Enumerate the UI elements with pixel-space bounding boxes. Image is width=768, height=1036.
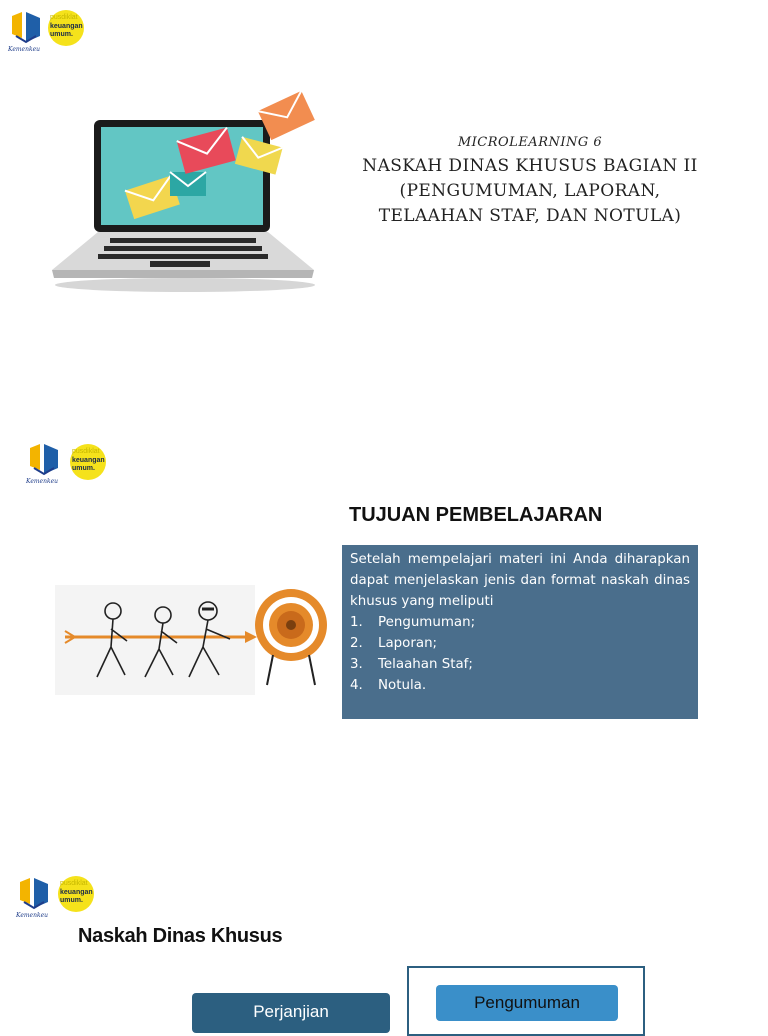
badge-line-1: pusdiklat xyxy=(60,880,88,887)
objectives-box xyxy=(342,545,698,719)
list-item: 1. Pengumuman; xyxy=(350,615,476,630)
badge-line-1: pusdiklat xyxy=(72,448,100,455)
title-line-3: TELAAHAN STAF, DAN NOTULA) xyxy=(378,206,682,226)
badge-line-3: umum. xyxy=(72,465,95,472)
title-line-1: NASKAH DINAS KHUSUS BAGIAN II xyxy=(362,156,698,176)
logo-group xyxy=(8,10,98,55)
badge-line-2: keuangan xyxy=(50,23,83,30)
badge-line-2: keuangan xyxy=(72,457,105,464)
badge-line-1: pusdiklat xyxy=(50,14,78,21)
team-target-illustration xyxy=(55,585,335,695)
logo-group xyxy=(16,876,106,921)
badge-line-3: umum. xyxy=(50,31,73,38)
list-item: 3. Telaahan Staf; xyxy=(350,657,473,672)
pusdiklat-badge xyxy=(48,10,84,46)
section-heading: Naskah Dinas Khusus xyxy=(78,925,283,947)
logo-group xyxy=(26,442,116,487)
title-block xyxy=(340,135,720,229)
list-item: 4. Notula. xyxy=(350,678,427,693)
kemenkeu-label: Kemenkeu xyxy=(8,46,41,53)
objectives-intro: Setelah mempelajari materi ini Anda diharapkan dapat menjelaskan jenis dan format naskah dinas khusus yang meliputi xyxy=(350,552,690,609)
kemenkeu-label: Kemenkeu xyxy=(26,478,59,485)
pusdiklat-badge xyxy=(58,876,94,912)
slide-1 xyxy=(0,0,768,430)
kemenkeu-label: Kemenkeu xyxy=(16,912,49,919)
section-heading: TUJUAN PEMBELAJARAN xyxy=(349,504,603,526)
objectives-list xyxy=(350,612,690,696)
slide-2 xyxy=(0,430,768,870)
badge-line-2: keuangan xyxy=(60,889,93,896)
pusdiklat-badge xyxy=(70,444,106,480)
perjanjian-button[interactable]: Perjanjian xyxy=(192,993,390,1033)
laptop-email-illustration xyxy=(50,80,320,295)
slide-3 xyxy=(0,870,768,1024)
slide-title xyxy=(340,154,720,229)
title-line-2: (PENGUMUMAN, LAPORAN, xyxy=(399,181,661,201)
microlearning-kicker: MICROLEARNING 6 xyxy=(457,135,603,150)
badge-line-3: umum. xyxy=(60,897,83,904)
list-item: 2. Laporan; xyxy=(350,636,438,651)
pengumuman-button[interactable]: Pengumuman xyxy=(436,985,618,1021)
